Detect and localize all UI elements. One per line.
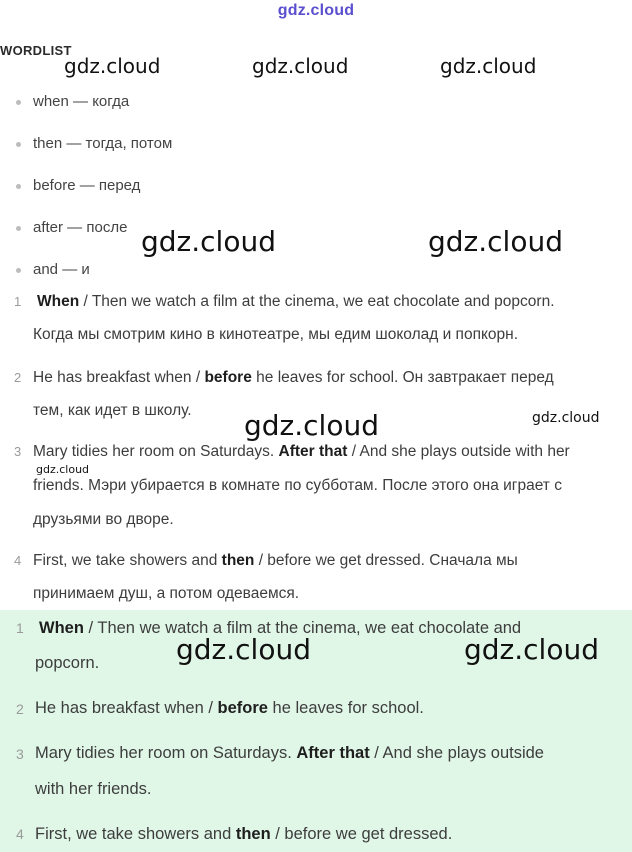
watermark: gdz.cloud	[36, 463, 90, 476]
wordlist-item: when — когда	[16, 93, 129, 110]
example-translation: друзьями во дворе.	[33, 511, 174, 528]
watermark: gdz.cloud	[64, 54, 161, 78]
answer-line: First, we take showers and then / before we get dressed.	[35, 825, 453, 843]
answer-number: 1	[16, 620, 24, 636]
watermark: gdz.cloud	[532, 410, 600, 426]
example-translation: Когда мы смотрим кино в кинотеатре, мы едим шоколад и попкорн.	[33, 326, 519, 343]
example-number: 2	[14, 370, 22, 385]
example-line: First, we take showers and then / before we get dressed. Сначала мы	[33, 552, 518, 569]
watermark: gdz.cloud	[141, 225, 276, 258]
bullet-icon	[16, 268, 21, 273]
watermark: gdz.cloud	[244, 409, 379, 442]
watermark: gdz.cloud	[252, 54, 349, 78]
answer-number: 3	[16, 746, 24, 762]
example-translation: принимаем душ, а потом одеваемся.	[33, 585, 300, 602]
wordlist-title: WORDLIST	[0, 43, 72, 58]
wordlist-item: after — после	[16, 219, 127, 236]
watermark: gdz.cloud	[440, 54, 537, 78]
example-number: 4	[14, 553, 22, 568]
watermark-top: gdz.cloud	[277, 2, 355, 19]
bullet-icon	[16, 100, 21, 105]
watermark: gdz.cloud	[464, 633, 599, 666]
example-line: He has breakfast when / before he leaves for school. Он завтракает перед	[33, 369, 554, 386]
answer-number: 4	[16, 826, 24, 842]
answer-line: Mary tidies her room on Saturdays. After that / And she plays outside	[35, 744, 544, 762]
wordlist-item: then — тогда, потом	[16, 135, 172, 152]
bullet-icon	[16, 226, 21, 231]
watermark: gdz.cloud	[176, 633, 311, 666]
watermark: gdz.cloud	[428, 225, 563, 258]
wordlist-item: before — перед	[16, 177, 140, 194]
bullet-icon	[16, 142, 21, 147]
example-translation: friends. Мэри убирается в комнате по субботам. После этого она играет с	[33, 477, 562, 494]
answer-line: He has breakfast when / before he leaves for school.	[35, 699, 424, 717]
example-line: Mary tidies her room on Saturdays. After that / And she plays outside with her	[33, 443, 570, 460]
answer-number: 2	[16, 701, 24, 717]
example-number: 1	[14, 294, 22, 309]
example-line: When / Then we watch a film at the cinema, we eat chocolate and popcorn.	[37, 293, 555, 310]
bullet-icon	[16, 184, 21, 189]
answer-line: When / Then we watch a film at the cinema, we eat chocolate and	[39, 619, 522, 637]
example-translation: тем, как идет в школу.	[33, 402, 192, 419]
example-number: 3	[14, 444, 22, 459]
answer-line: with her friends.	[35, 780, 152, 798]
wordlist-item: and — и	[16, 261, 90, 278]
answer-line: popcorn.	[35, 654, 100, 672]
